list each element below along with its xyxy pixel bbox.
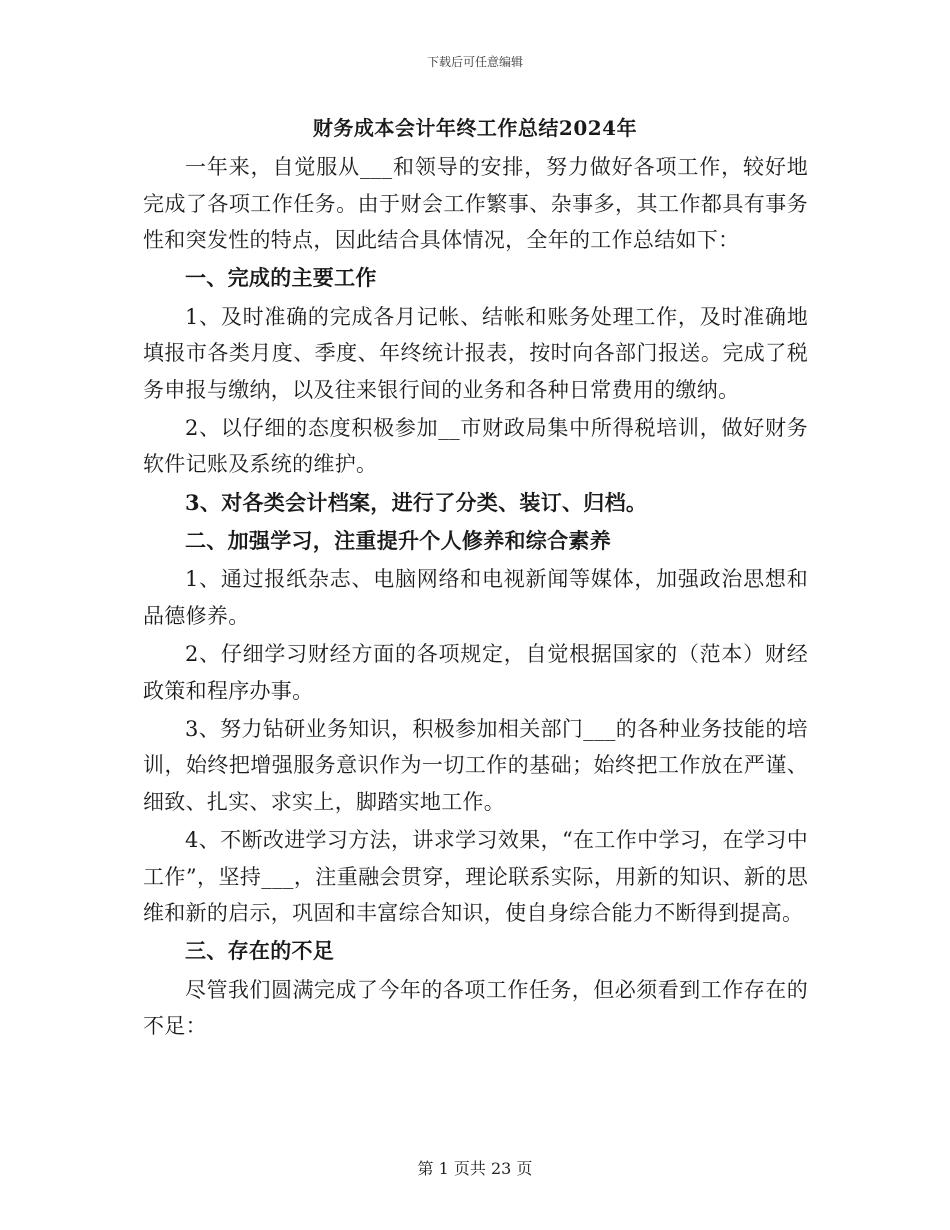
paragraph: 一年来，自觉服从___和领导的安排，努力做好各项工作，较好地完成了各项工作任务。由于财会工作繁事、杂事多，其工作都具有事务性和突发性的特点，因此结合具体情况，全年的工作总结如下： — [143, 155, 808, 252]
paragraph: 4、不断改进学习方法，讲求学习效果，“在工作中学习，在学习中工作”，坚持___，注重融会贯穿，理论联系实际，用新的知识、新的思维和新的启示，巩固和丰富综合知识，使自身综合能力不断得到提高。 — [143, 828, 808, 926]
section-heading: 二、加强学习，注重提升个人修养和综合素养 — [185, 527, 611, 553]
page-number: 第 1 页共 23 页 — [417, 1159, 533, 1178]
paragraph-bold: 3、对各类会计档案，进行了分类、装订、归档。 — [185, 489, 648, 515]
section-heading: 三、存在的不足 — [185, 938, 335, 964]
section-heading: 一、完成的主要工作 — [185, 265, 377, 291]
paragraph: 尽管我们圆满完成了今年的各项工作任务，但必须看到工作存在的不足： — [143, 977, 808, 1039]
paragraph: 1、通过报纸杂志、电脑网络和电视新闻等媒体，加强政治思想和品德修养。 — [143, 567, 808, 628]
header-note: 下载后可任意编辑 — [426, 55, 523, 69]
document-body — [143, 149, 808, 1045]
paragraph: 3、努力钻研业务知识，积极参加相关部门___的各种业务技能的培训，始终把增强服务意识作为一切工作的基础；始终把工作放在严谨、细致、扎实、求实上，脚踏实地工作。 — [143, 716, 808, 814]
document-title: 财务成本会计年终工作总结2024年 — [312, 116, 638, 140]
paragraph: 1、及时准确的完成各月记帐、结帐和账务处理工作，及时准确地填报市各类月度、季度、年终统计报表，按时向各部门报送。完成了税务申报与缴纳，以及往来银行间的业务和各种日常费用的缴纳。 — [143, 304, 808, 402]
paragraph: 2、以仔细的态度积极参加__市财政局集中所得税培训，做好财务软件记账及系统的维护。 — [143, 415, 808, 477]
paragraph: 2、仔细学习财经方面的各项规定，自觉根据国家的（范本）财经政策和程序办事。 — [143, 642, 808, 703]
